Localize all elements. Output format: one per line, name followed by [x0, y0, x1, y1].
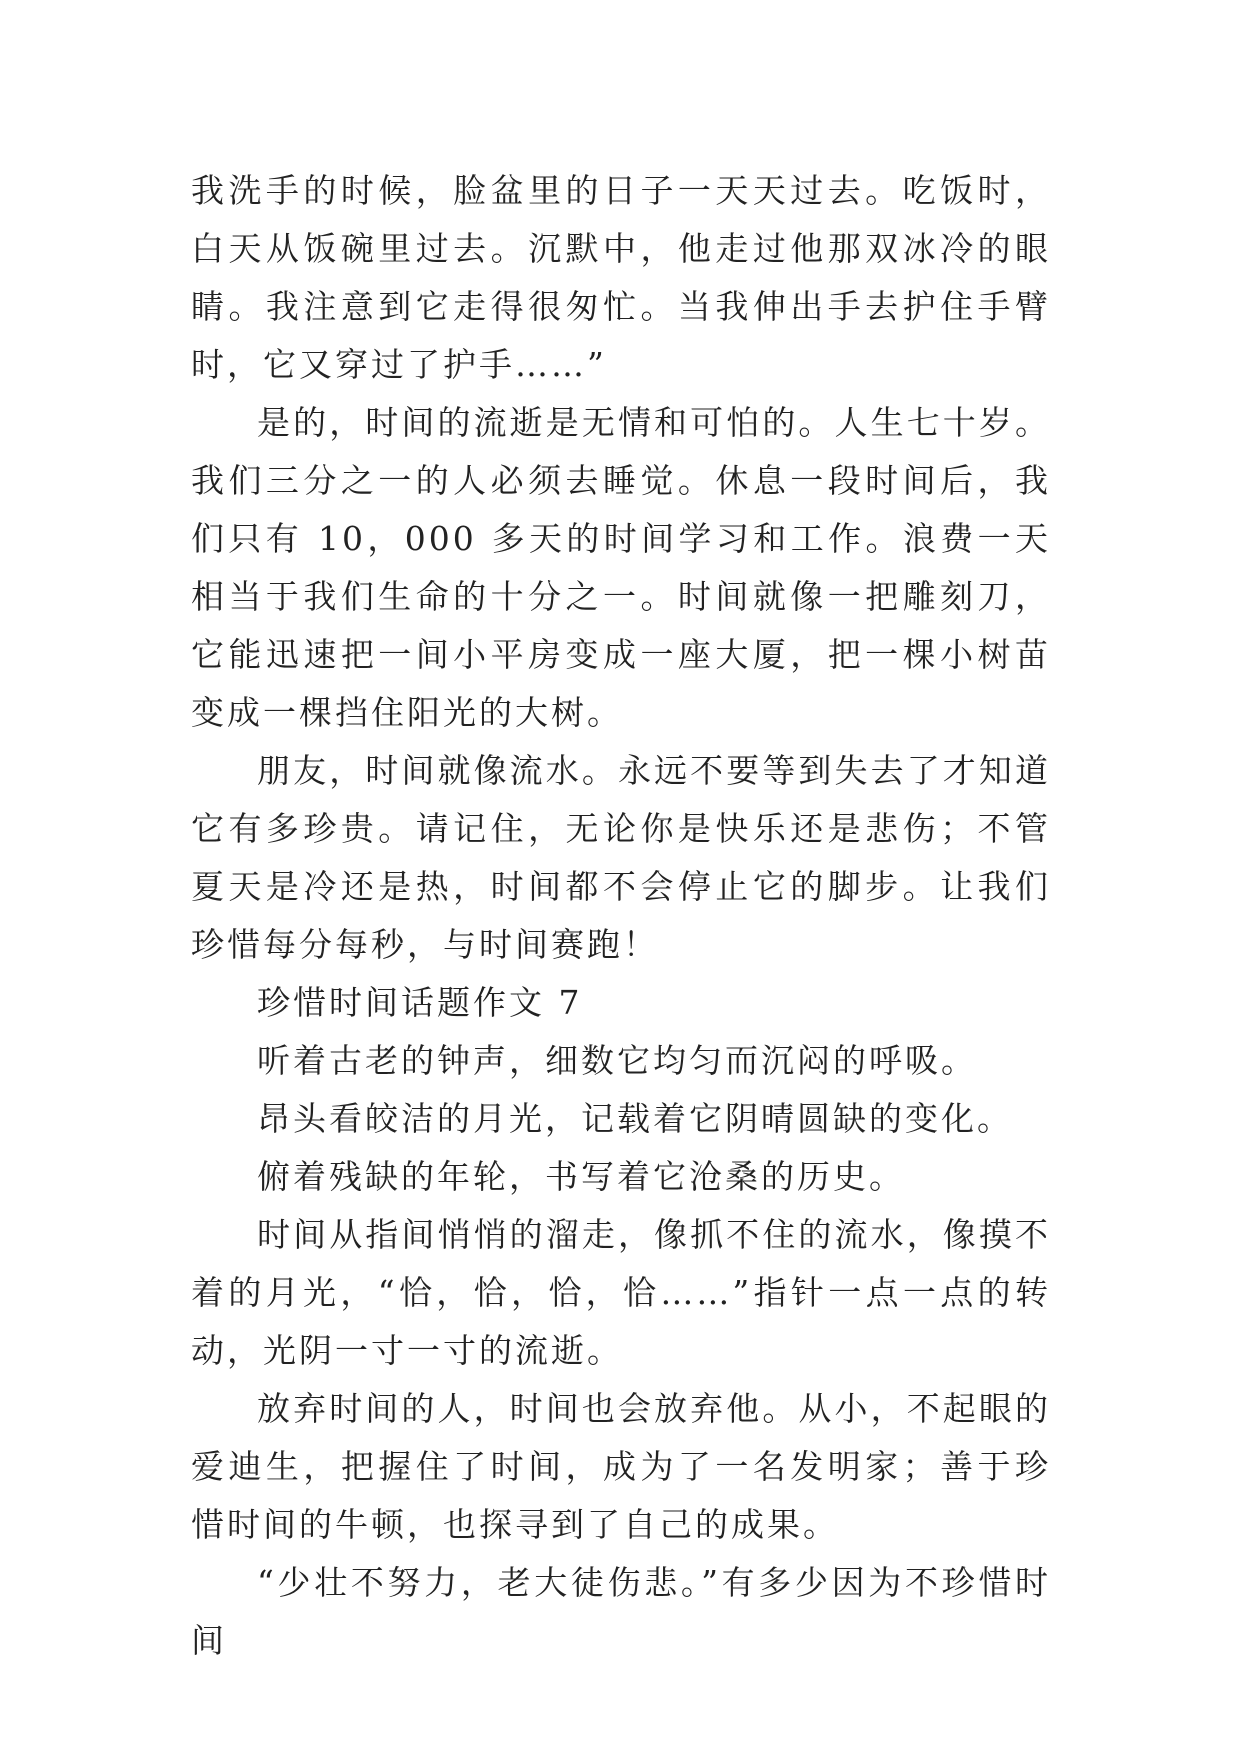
- paragraph-friends: 朋友，时间就像流水。永远不要等到失去了才知道它有多珍贵。请记住，无论你是快乐还是悲伤；不管夏天是冷还是热，时间都不会停止它的脚步。让我们珍惜每分每秒，与时间赛跑！: [191, 751, 1051, 964]
- paragraph-moonlight: 昂头看皎洁的月光，记载着它阴晴圆缺的变化。: [257, 1099, 1013, 1138]
- paragraph-edison-newton: 放弃时间的人，时间也会放弃他。从小，不起眼的爱迪生，把握住了时间，成为了一名发明家；善于珍惜时间的牛顿，也探寻到了自己的成果。: [191, 1389, 1051, 1544]
- paragraph-time-passing: 是的，时间的流逝是无情和可怕的。人生七十岁。我们三分之一的人必须去睡觉。休息一段时间后，我们只有 10，000 多天的时间学习和工作。浪费一天相当于我们生命的十分之一。时间就像一把雕刻刀，它能迅速把一间小平房变成一座大厦，把一棵小树苗变成一棵挡住阳光的大树。: [191, 403, 1051, 732]
- document-body: [191, 162, 1051, 1670]
- paragraph-clock: 听着古老的钟声，细数它均匀而沉闷的呼吸。: [257, 1041, 977, 1080]
- paragraph-slipping-away: 时间从指间悄悄的溜走，像抓不住的流水，像摸不着的月光，“恰，恰，恰，恰……”指针一点一点的转动，光阴一寸一寸的流逝。: [191, 1215, 1051, 1370]
- paragraph-tree-rings: 俯着残缺的年轮，书写着它沧桑的历史。: [257, 1157, 905, 1196]
- essay-heading: 珍惜时间话题作文 7: [257, 983, 583, 1022]
- paragraph-proverb: “少壮不努力，老大徒伤悲。”有多少因为不珍惜时间: [191, 1563, 1051, 1660]
- paragraph-continued: 我洗手的时候，脸盆里的日子一天天过去。吃饭时，白天从饭碗里过去。沉默中，他走过他那双冰冷的眼睛。我注意到它走得很匆忙。当我伸出手去护住手臂时，它又穿过了护手……”: [191, 171, 1051, 384]
